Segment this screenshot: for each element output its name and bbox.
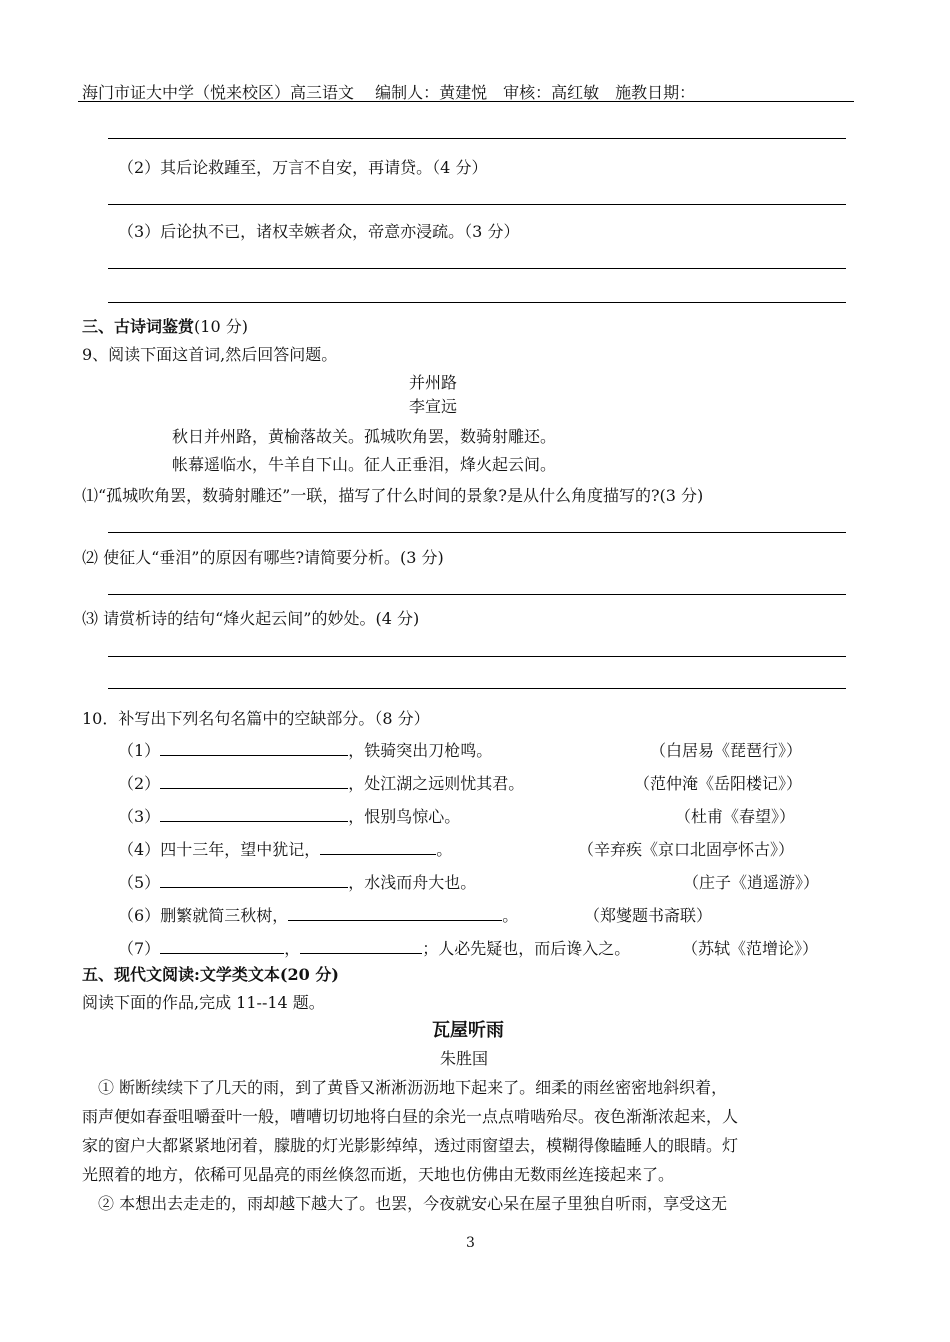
q10-item-3 [118,804,460,827]
header-rule [78,101,854,102]
q10-source-1: （白居易《琵琶行》） [650,741,803,760]
answer-line [108,656,846,657]
answer-line [108,138,846,139]
q8-item2: （2）其后论救踵至，万言不自安，再请贷。（4 分） [118,158,488,177]
section5-title: 五、现代文阅读:文学类文本 [82,965,280,984]
item-number: （2） [118,774,161,793]
q9-sub1: ⑴“孤城吹角罢，数骑射雕还”一联，描写了什么时间的景象?是从什么角度描写的?(3 分) [82,486,704,505]
section5-heading [82,962,339,985]
page-number: 3 [466,1235,475,1251]
article-p1-line3: 家的窗户大都紧紧地闭着，朦胧的灯光影影绰绰，透过雨窗望去，模糊得像瞌睡人的眼睛。灯 [82,1136,739,1155]
item-text: ；人必先疑也，而后谗入之。 [422,939,631,958]
fill-blank [300,937,422,954]
answer-line [108,302,846,303]
item-comma: ， [284,939,301,958]
item-number: （7） [118,939,161,958]
article-author: 朱胜国 [440,1049,489,1068]
item-number: （3） [118,807,161,826]
answer-line [108,594,846,595]
q10-item-5 [118,870,476,893]
item-number: （1） [118,741,161,760]
poem-author: 李宣远 [409,397,458,416]
fill-blank [288,904,502,921]
q10-source-2: （范仲淹《岳阳楼记》） [634,774,803,793]
q10-item-1 [118,738,492,761]
poem-line-2: 帐幕遥临水，牛羊自下山。征人正垂泪，烽火起云间。 [172,455,557,474]
q10-source-5: （庄子《逍遥游》） [683,873,820,892]
fill-blank [160,805,348,822]
section3-heading [82,314,248,337]
section3-title: 三、古诗词鉴赏 [82,317,195,336]
article-p1-line1: ① 断断续续下了几天的雨，到了黄昏又淅淅沥沥地下起来了。细柔的雨丝密密地斜织着， [82,1078,728,1097]
answer-line [108,688,846,689]
poem-line-1: 秋日并州路，黄榆落故关。孤城吹角罢，数骑射雕还。 [172,427,557,446]
q10-source-7: （苏轼《范增论》） [682,939,819,958]
q10-item-4 [118,837,452,860]
poem-title: 并州路 [409,373,458,392]
article-p1-line2: 雨声便如春蚕咀嚼蚕叶一般，嘈嘈切切地将白昼的余光一点点啃啮殆尽。夜色渐渐浓起来，人 [82,1107,739,1126]
section5-intro: 阅读下面的作品,完成 11--14 题。 [82,993,325,1012]
fill-blank [160,871,348,888]
q10-item-7 [118,936,630,959]
item-text: 。 [502,906,519,925]
item-text: 。 [436,840,453,859]
item-number: （4） [118,840,161,859]
item-text-before: 四十三年，望中犹记， [160,840,321,859]
answer-line [108,268,846,269]
item-text-before: 删繁就简三秋树， [160,906,289,925]
q9-sub3: ⑶ 请赏析诗的结句“烽火起云间”的妙处。(4 分) [82,609,420,628]
item-text: ，铁骑突出刀枪鸣。 [348,741,493,760]
q10-item-2 [118,771,524,794]
section3-score: (10 分) [194,317,248,336]
section5-score: (20 分) [279,965,339,984]
fill-blank [160,772,348,789]
q9-intro: 9、阅读下面这首词,然后回答问题。 [82,345,338,364]
item-number: （5） [118,873,161,892]
q10-item-6 [118,903,518,926]
item-text: ，恨别鸟惊心。 [348,807,461,826]
answer-line [108,532,846,533]
article-title: 瓦屋听雨 [432,1020,504,1041]
fill-blank [160,739,348,756]
fill-blank [320,838,436,855]
q10-source-6: （郑燮题书斋联） [584,906,713,925]
page-header: 海门市证大中学（悦来校区）高三语文 编制人：黄建悦 审核：高红敏 施教日期： [82,83,696,102]
article-p2-line1: ② 本想出去走走的，雨却越下越大了。也罢，今夜就安心呆在屋子里独自听雨，享受这无 [82,1194,728,1213]
item-number: （6） [118,906,161,925]
article-p1-line4: 光照着的地方，依稀可见晶亮的雨丝倏忽而逝，天地也仿佛由无数雨丝连接起来了。 [82,1165,675,1184]
item-text: ，水浅而舟大也。 [348,873,477,892]
q10-source-3: （杜甫《春望》） [675,807,796,826]
q9-sub2: ⑵ 使征人“垂泪”的原因有哪些?请简要分析。(3 分) [82,548,444,567]
item-text: ，处江湖之远则忧其君。 [348,774,525,793]
q10-source-4: （辛弃疾《京口北固亭怀古》） [578,840,795,859]
q8-item3: （3）后论执不已，诸权幸嫉者众，帝意亦浸疏。（3 分） [118,222,520,241]
fill-blank [160,937,284,954]
q10-intro: 10．补写出下列名句名篇中的空缺部分。（8 分） [82,709,430,728]
answer-line [108,204,846,205]
